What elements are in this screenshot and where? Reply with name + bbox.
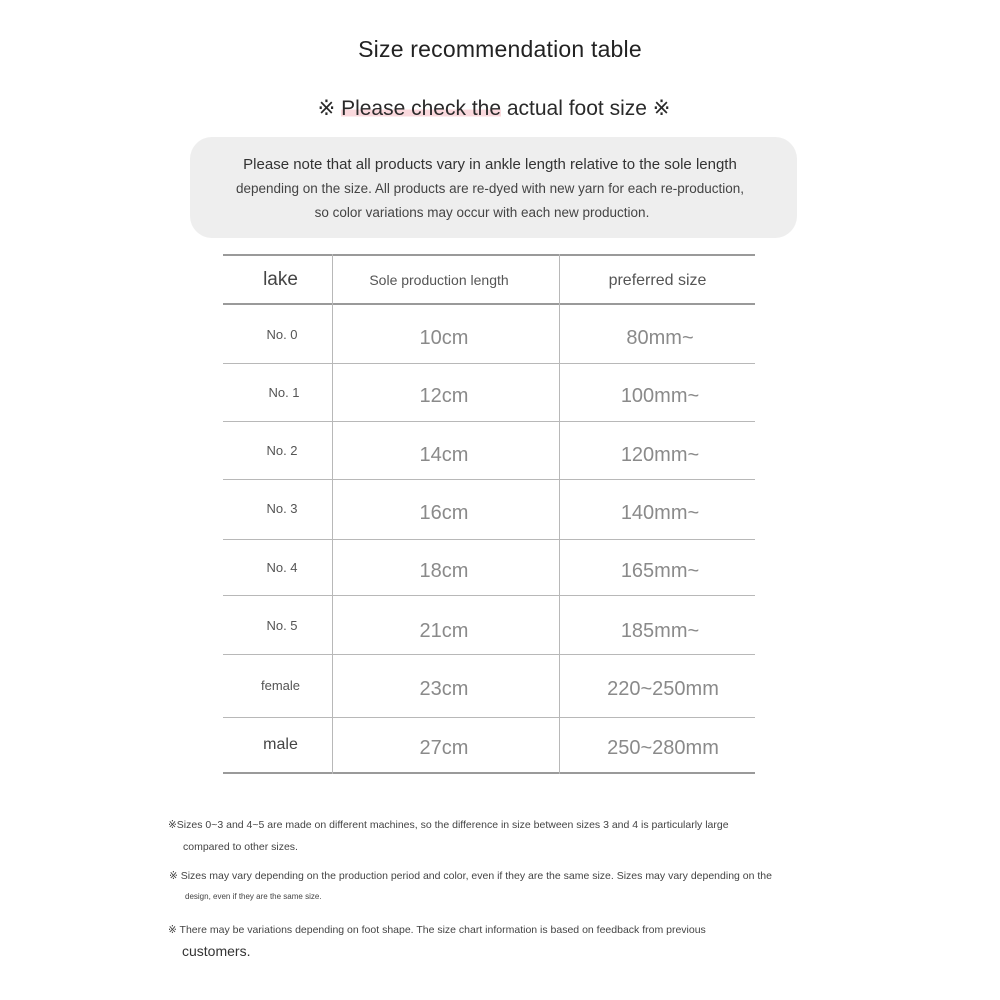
notice-line-2: depending on the size. All products are re-dyed with new yarn for each re-production, (235, 181, 745, 196)
footnote-3-line-1: ※ There may be variations depending on foot shape. The size chart information is based on feedback from previous (168, 924, 706, 936)
header-size: lake (263, 268, 298, 290)
row-preferred-size: 140mm~ (620, 502, 700, 524)
header-preferred-size: preferred size (608, 272, 707, 289)
footnote-2-line-1: ※ Sizes may vary depending on the production period and color, even if they are the same size. Sizes may vary depending on the (169, 870, 772, 882)
row-preferred-size: 165mm~ (620, 560, 700, 582)
subtitle-prefix: ※ (317, 97, 342, 120)
row-size-label: No. 4 (266, 560, 298, 575)
header-sole-length: Sole production length (369, 271, 509, 288)
notice-box (190, 137, 797, 238)
row-sole-length: 10cm (419, 326, 469, 349)
row-size-label: female (260, 677, 301, 693)
size-table (223, 254, 755, 774)
row-size-label: No. 0 (266, 326, 298, 342)
row-preferred-size: 185mm~ (620, 619, 700, 642)
subtitle (0, 96, 988, 121)
notice-line-1: Please note that all products vary in ankle length relative to the sole length (243, 156, 737, 173)
row-preferred-size: 80mm~ (626, 326, 694, 349)
row-size-label: No. 1 (268, 385, 300, 400)
notice-line-3: so color variations may occur with each new production. (314, 205, 650, 220)
subtitle-highlight: Please check the (341, 97, 502, 120)
footnote-1-line-2: compared to other sizes. (183, 841, 298, 853)
footnote-3-line-2: customers. (182, 943, 251, 959)
row-size-label: No. 5 (266, 617, 298, 633)
footnote-1-line-1: ※Sizes 0~3 and 4~5 are made on different machines, so the difference in size between sizes 3 and 4 is particularly large (168, 819, 729, 831)
row-preferred-size: 120mm~ (620, 444, 700, 466)
row-sole-length: 21cm (419, 619, 469, 642)
row-size-label: male (263, 736, 298, 753)
row-sole-length: 12cm (419, 385, 469, 407)
row-sole-length: 23cm (419, 677, 469, 700)
row-preferred-size: 220~250mm (607, 677, 719, 700)
subtitle-rest: actual foot size ※ (501, 97, 671, 120)
row-preferred-size: 100mm~ (620, 385, 700, 407)
row-preferred-size: 250~280mm (607, 736, 719, 759)
row-size-label: No. 2 (266, 443, 298, 458)
row-sole-length: 16cm (419, 502, 469, 524)
footnote-2-line-2: design, even if they are the same size. (185, 892, 322, 901)
row-sole-length: 18cm (419, 560, 469, 582)
page-title: Size recommendation table (358, 36, 642, 62)
row-sole-length: 14cm (419, 444, 469, 466)
row-size-label: No. 3 (266, 501, 298, 516)
row-sole-length: 27cm (419, 736, 469, 759)
